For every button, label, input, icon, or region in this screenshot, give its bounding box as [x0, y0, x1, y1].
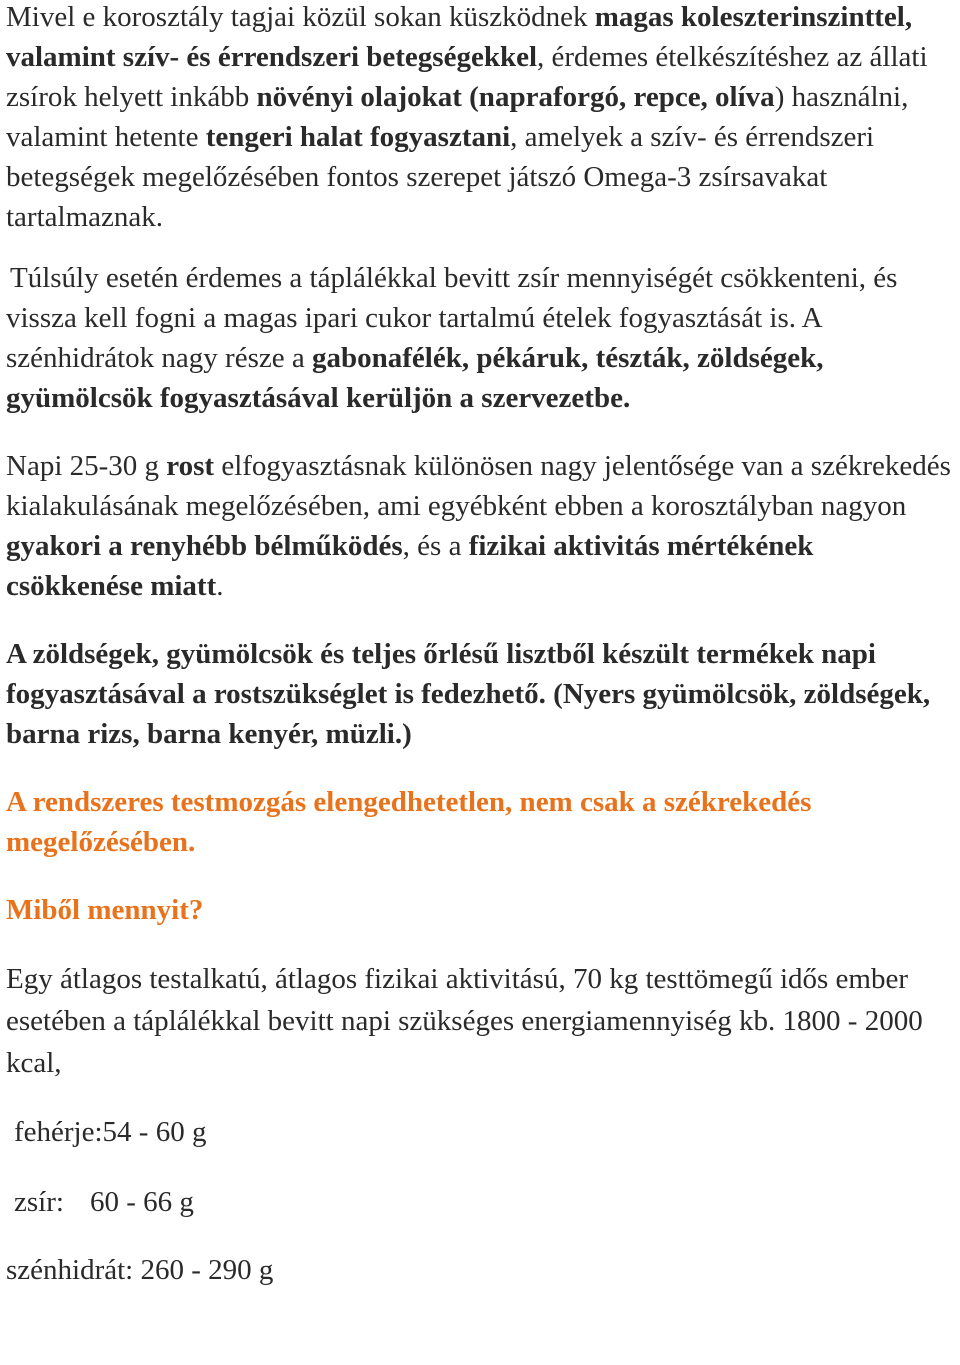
nutrient-carbohydrate-text: szénhidrát: 260 - 290 g: [6, 1254, 274, 1286]
nutrient-protein-text: fehérje:54 - 60 g: [14, 1116, 207, 1148]
nutrient-carbohydrate: [6, 1250, 956, 1290]
nutrient-protein: [6, 1112, 956, 1152]
text-run: , érdemes ételkészítéshez az állati zsírok helyett inkább: [6, 41, 928, 113]
nutrient-fat-value: 60 - 66 g: [89, 1186, 194, 1218]
paragraph-overweight: [6, 258, 956, 418]
text-run: .: [216, 570, 224, 602]
nutrient-fat: [6, 1182, 956, 1222]
section-heading-how-much: [6, 890, 956, 930]
text-run: , és a: [402, 530, 469, 562]
text-run: Mivel e korosztály tagjai közül sokan küszködnek: [6, 1, 595, 33]
nutrient-fat-label: zsír:: [14, 1186, 64, 1218]
bold-run-vegetable-oils: növényi olajokat (napraforgó, repce, olíva: [256, 81, 775, 113]
bold-run-carbohydrate-sources: gabonafélék, pékáruk, tészták, zöldségek, gyümölcsök fogyasztásával kerüljön a szervezetbe.: [6, 342, 824, 414]
document-body: [6, 0, 956, 1290]
text-run: , amelyek a szív- és érrendszeri betegségek megelőzésében fontos szerepet játszó Omega-3 zsírsavakat tartalmaznak.: [6, 121, 875, 233]
paragraph-fiber-sources: [6, 634, 956, 754]
paragraph-cholesterol: [6, 0, 956, 237]
text-run: Egy átlagos testalkatú, átlagos fizikai aktivitású, 70 kg testtömegű idős ember esetében a táplálékkal bevitt napi szükséges energiamennyiség kb. 1800 - 2000 kcal,: [6, 963, 923, 1079]
text-run: Napi 25-30 g: [6, 450, 167, 482]
accent-run-exercise: A rendszeres testmozgás elengedhetetlen, nem csak a székrekedés megelőzésében.: [6, 786, 812, 858]
paragraph-exercise: [6, 782, 956, 862]
text-run: Túlsúly esetén érdemes a táplálékkal bevitt zsír mennyiségét csökkenteni, és vissza kell fogni a magas ipari cukor tartalmú ételek fogyasztását is. A szénhidrátok nagy része a: [6, 262, 898, 374]
bold-run-cholesterol: magas koleszterinszinttel, valamint szív- és érrendszeri betegségekkel: [6, 1, 913, 73]
paragraph-fiber: [6, 446, 956, 606]
text-run: elfogyasztásnak különösen nagy jelentősége van a székrekedés kialakulásának megelőzésében, ami egyébként ebben a korosztályban nagyon: [6, 450, 951, 522]
bold-run-fiber-sources: A zöldségek, gyümölcsök és teljes őrlésű lisztből készült termékek napi fogyasztásával a rostszükséglet is fedezhető. (Nyers gyümölcsök, zöldségek, barna rizs, barna kenyér, müzli.): [6, 638, 931, 750]
bold-run-fiber: rost: [166, 450, 215, 482]
heading-text: Miből mennyit?: [6, 894, 204, 926]
paragraph-energy-need: [6, 958, 956, 1084]
bold-run-bowel: gyakori a renyhébb bélműködés: [6, 530, 403, 562]
text-run: ) használni, valamint hetente: [6, 81, 909, 153]
bold-run-physical-activity: fizikai aktivitás mértékének csökkenése miatt: [6, 530, 814, 602]
bold-run-sea-fish: tengeri halat fogyasztani: [205, 121, 511, 153]
